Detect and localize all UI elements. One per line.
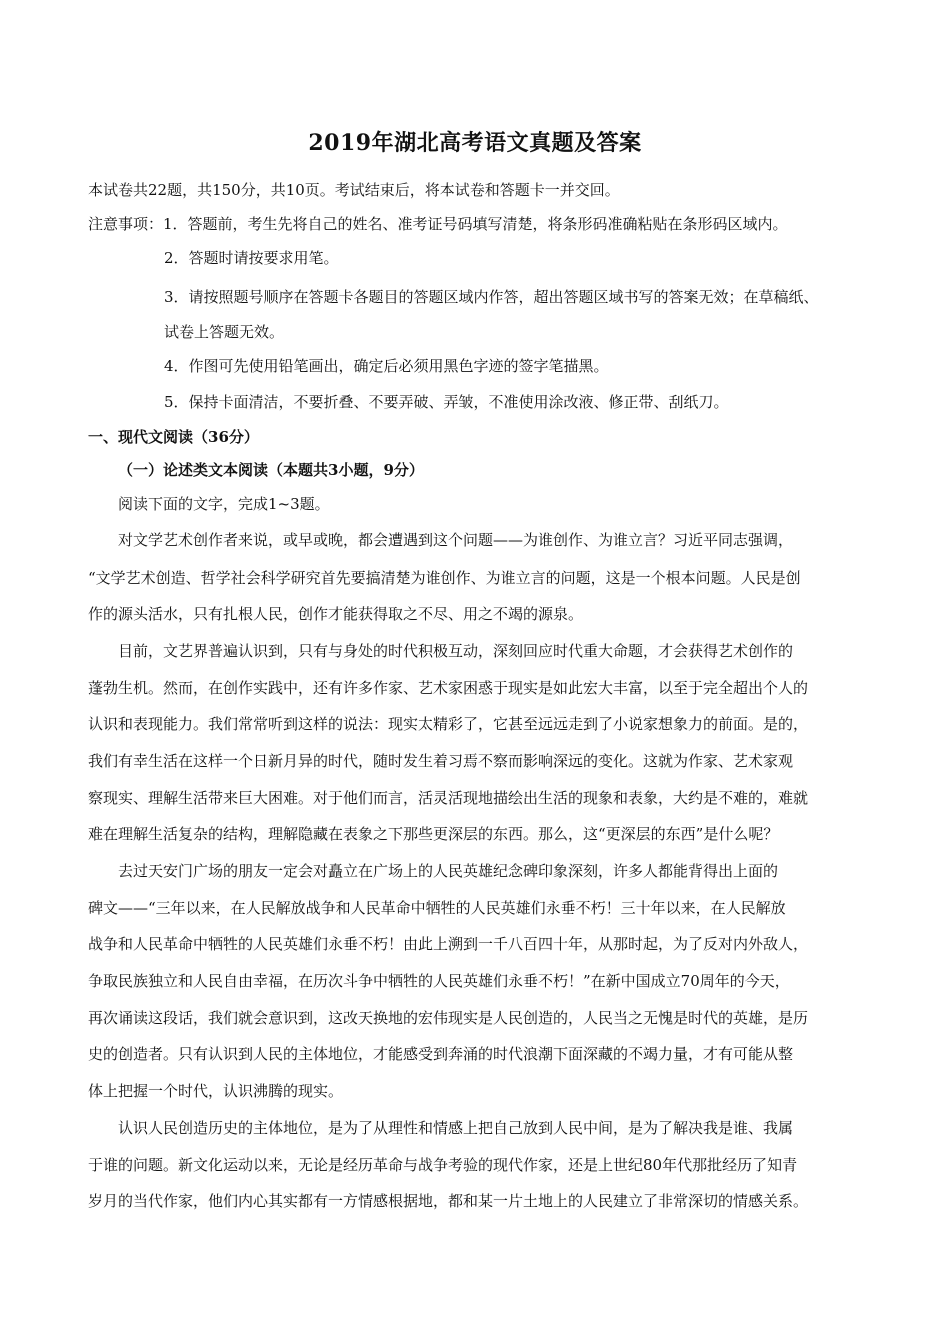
notice-3-cont: 试卷上答题无效。 <box>164 323 285 341</box>
paragraph-3-line: 争取民族独立和人民自由幸福，在历次斗争中牺牲的人民英雄们永垂不朽！”在新中国成立70周年的今天， <box>88 972 790 990</box>
paragraph-2-line: 难在理解生活复杂的结构，理解隐藏在表象之下那些更深层的东西。那么，这“更深层的东西”是什么呢？ <box>88 825 779 843</box>
paragraph-2-line: 察现实、理解生活带来巨大困难。对于他们而言，活灵活现地描绘出生活的现象和表象，大约是不难的，难就 <box>88 789 809 807</box>
notice-1: 注意事项：1．答题前，考生先将自己的姓名、准考证号码填写清楚，将条形码准确粘贴在条形码区域内。 <box>88 215 788 233</box>
notice-4: 4．作图可先使用铅笔画出，确定后必须用黑色字迹的签字笔描黑。 <box>164 357 609 375</box>
subsection-heading: （一）论述类文本阅读（本题共3小题，9分） <box>118 461 424 479</box>
notice-3: 3．请按照题号顺序在答题卡各题目的答题区域内作答，超出答题区域书写的答案无效；在草稿纸、 <box>164 288 819 306</box>
reading-instruction: 阅读下面的文字，完成1~3题。 <box>118 495 330 513</box>
notice-5: 5．保持卡面清洁，不要折叠、不要弄破、弄皱，不准使用涂改液、修正带、刮纸刀。 <box>164 393 729 411</box>
paragraph-1-line: “文学艺术创造、哲学社会科学研究首先要搞清楚为谁创作、为谁立言的问题，这是一个根本问题。人民是创 <box>88 569 801 587</box>
page-title: 2019年湖北高考语文真题及答案 <box>308 130 642 156</box>
paragraph-4-line: 于谁的问题。新文化运动以来，无论是经历革命与战争考验的现代作家，还是上世纪80年代那批经历了知青 <box>88 1156 798 1174</box>
paragraph-3-line: 去过天安门广场的朋友一定会对矗立在广场上的人民英雄纪念碑印象深刻，许多人都能背得出上面的 <box>118 862 779 880</box>
paragraph-3-line: 碑文——“三年以来，在人民解放战争和人民革命中牺牲的人民英雄们永垂不朽！三十年以来，在人民解放 <box>88 899 786 917</box>
paragraph-3-line: 再次诵读这段话，我们就会意识到，这改天换地的宏伟现实是人民创造的，人民当之无愧是时代的英雄，是历 <box>88 1009 809 1027</box>
paragraph-3-line: 史的创造者。只有认识到人民的主体地位，才能感受到奔涌的时代浪潮下面深藏的不竭力量，才有可能从整 <box>88 1045 794 1063</box>
section-heading: 一、现代文阅读（36分） <box>88 428 259 446</box>
paragraph-2-line: 我们有幸生活在这样一个日新月异的时代，随时发生着习焉不察而影响深远的变化。这就为作家、艺术家观 <box>88 752 794 770</box>
paragraph-1-line: 作的源头活水，只有扎根人民，创作才能获得取之不尽、用之不竭的源泉。 <box>88 605 584 623</box>
paragraph-2-line: 目前，文艺界普遍认识到，只有与身处的时代积极互动，深刻回应时代重大命题，才会获得艺术创作的 <box>118 642 794 660</box>
paragraph-4-line: 认识人民创造历史的主体地位，是为了从理性和情感上把自己放到人民中间，是为了解决我是谁、我属 <box>118 1119 794 1137</box>
paragraph-3-line: 战争和人民革命中牺牲的人民英雄们永垂不朽！由此上溯到一千八百四十年，从那时起，为了反对内外敌人， <box>88 935 809 953</box>
paragraph-2-line: 蓬勃生机。然而，在创作实践中，还有许多作家、艺术家困惑于现实是如此宏大丰富，以至于完全超出个人的 <box>88 679 809 697</box>
paragraph-3-line: 体上把握一个时代，认识沸腾的现实。 <box>88 1082 344 1100</box>
paragraph-1-line: 对文学艺术创作者来说，或早或晚，都会遭遇到这个问题——为谁创作、为谁立言？习近平同志强调， <box>118 531 794 549</box>
paragraph-4-line: 岁月的当代作家，他们内心其实都有一方情感根据地，都和某一片土地上的人民建立了非常深切的情感关系。 <box>88 1192 809 1210</box>
intro-text: 本试卷共22题，共150分，共10页。考试结束后，将本试卷和答题卡一并交回。 <box>88 181 620 199</box>
paragraph-2-line: 认识和表现能力。我们常常听到这样的说法：现实太精彩了，它甚至远远走到了小说家想象力的前面。是的， <box>88 715 809 733</box>
notice-2: 2．答题时请按要求用笔。 <box>164 249 339 267</box>
